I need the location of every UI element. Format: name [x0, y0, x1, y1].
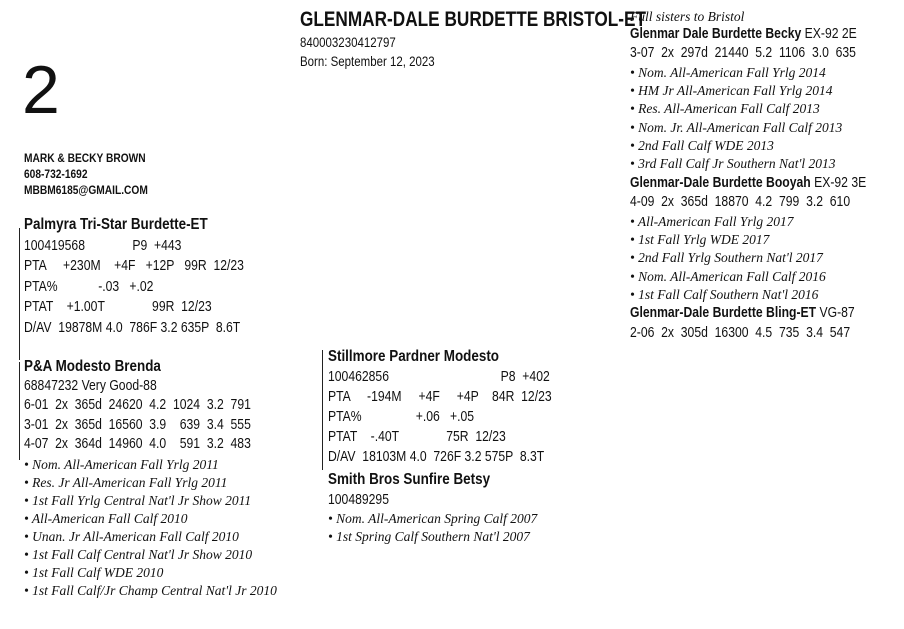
dam-dam-reg-line: 100489295 [328, 492, 389, 508]
lot-number: 2 [22, 52, 60, 128]
sister-honors-list [630, 64, 842, 173]
sister-honor-item: • Nom. All-American Fall Calf 2016 [630, 268, 826, 284]
dam-record: 3-01 2x 365d 16560 3.9 639 3.4 555 [24, 416, 251, 433]
sister-name: Glenmar Dale Burdette Becky [630, 26, 802, 42]
dam-honor-item: • 1st Fall Calf Central Nat'l Jr Show 2010 [24, 547, 253, 562]
sister-honor-item: • 3rd Fall Calf Jr Southern Nat'l 2013 [630, 156, 836, 172]
dam-honor-item: • Res. Jr All-American Fall Yrlg 2011 [24, 475, 228, 490]
dam-honor-item: • 1st Fall Yrlg Central Nat'l Jr Show 2011 [24, 493, 252, 508]
dam-sire-bracket-line [322, 350, 323, 470]
dam-dam-honor-item: • 1st Spring Calf Southern Nat'l 2007 [328, 529, 530, 544]
sister-block [630, 25, 857, 63]
sire-dav-line: D/AV 19878M 4.0 786F 3.2 635P 8.6T [24, 319, 241, 336]
dam-record: 4-07 2x 364d 14960 4.0 591 3.2 483 [24, 436, 251, 452]
sister-honor-item: • 2nd Fall Calf WDE 2013 [630, 137, 774, 153]
consignor-phone: 608-732-1692 [24, 167, 88, 181]
animal-reg-id: 840003230412797 [300, 34, 396, 50]
sister-honor-item: • Nom. All-American Fall Yrlg 2014 [630, 65, 826, 80]
sister-name: Glenmar-Dale Burdette Booyah [630, 175, 811, 191]
dam-honor-item: • All-American Fall Calf 2010 [24, 511, 188, 526]
dam-sire-name: Stillmore Pardner Modesto [328, 348, 500, 365]
dam-dam-honor-item: • Nom. All-American Spring Calf 2007 [328, 511, 538, 526]
dam-sire-ptat-line: PTAT -.40T 75R 12/23 [328, 429, 506, 445]
sire-ptat-line: PTAT +1.00T 99R 12/23 [24, 299, 212, 315]
dam-sire-block [328, 347, 552, 467]
dam-dam-name: Smith Bros Sunfire Betsy [328, 471, 491, 488]
dam-honors-list [24, 456, 277, 600]
sire-reg-line: 100419568 P9 +443 [24, 237, 182, 254]
dam-sire-pta-line: PTA -194M +4F +4P 84R 12/23 [328, 389, 552, 405]
consignor-name: MARK & BECKY BROWN [24, 151, 146, 165]
sister-score: EX-92 3E [814, 175, 867, 191]
dam-dam-block [328, 470, 490, 510]
sister-honor-item: • 2nd Fall Yrlg Southern Nat'l 2017 [630, 250, 823, 266]
sire-ptapct-line: PTA% -.03 +.02 [24, 278, 154, 295]
sire-pta-line: PTA +230M +4F +12P 99R 12/23 [24, 258, 244, 274]
dam-dam-honors-list [328, 510, 537, 546]
animal-name: GLENMAR-DALE BURDETTE BRISTOL-ET [300, 8, 646, 31]
sister-block [630, 303, 855, 343]
animal-born [300, 53, 435, 70]
sister-honor-item: • 1st Fall Calf Southern Nat'l 2016 [630, 286, 819, 302]
sister-record: 3-07 2x 297d 21440 5.2 1106 3.0 635 [630, 45, 856, 61]
sister-block [630, 174, 866, 212]
dam-sire-reg-line: 100462856 P8 +402 [328, 369, 550, 385]
dam-block [24, 357, 251, 455]
consignor-email: MBBM6185@GMAIL.COM [24, 183, 148, 197]
sister-honors-list [630, 213, 826, 304]
dam-honor-item: • 1st Fall Calf WDE 2010 [24, 565, 164, 580]
sister-honor-item: • Nom. Jr. All-American Fall Calf 2013 [630, 119, 843, 135]
dam-name: P&A Modesto Brenda [24, 358, 161, 375]
sister-score: VG-87 [819, 305, 855, 321]
sisters-heading: Full sisters to Bristol [630, 9, 745, 24]
sister-score: EX-92 2E [804, 26, 857, 42]
sister-name: Glenmar-Dale Burdette Bling-ET [630, 305, 817, 321]
dam-honor-item: • Nom. All-American Fall Yrlg 2011 [24, 457, 219, 472]
born-date: September 12, 2023 [330, 53, 435, 69]
sire-bracket-line [19, 228, 20, 360]
dam-sire-dav-line: D/AV 18103M 4.0 726F 3.2 575P 8.3T [328, 449, 545, 465]
sister-record: 4-09 2x 365d 18870 4.2 799 3.2 610 [630, 194, 851, 210]
sire-block [24, 215, 244, 338]
sister-honor-item: • HM Jr All-American Fall Yrlg 2014 [630, 83, 833, 99]
dam-bracket-line [19, 362, 20, 460]
born-label: Born: [300, 53, 328, 69]
sister-honor-item: • All-American Fall Yrlg 2017 [630, 214, 794, 229]
sire-name: Palmyra Tri-Star Burdette-ET [24, 216, 208, 233]
dam-sire-ptapct-line: PTA% +.06 +.05 [328, 409, 475, 425]
dam-honor-item: • 1st Fall Calf/Jr Champ Central Nat'l Jr 2010 [24, 583, 277, 598]
sister-honor-item: • 1st Fall Yrlg WDE 2017 [630, 232, 770, 248]
sister-record: 2-06 2x 305d 16300 4.5 735 3.4 547 [630, 325, 851, 341]
sister-honor-item: • Res. All-American Fall Calf 2013 [630, 101, 820, 117]
dam-reg-line: 68847232 Very Good-88 [24, 377, 157, 394]
dam-honor-item: • Unan. Jr All-American Fall Calf 2010 [24, 529, 239, 544]
dam-record: 6-01 2x 365d 24620 4.2 1024 3.2 791 [24, 397, 251, 413]
consignor-block [24, 150, 148, 198]
